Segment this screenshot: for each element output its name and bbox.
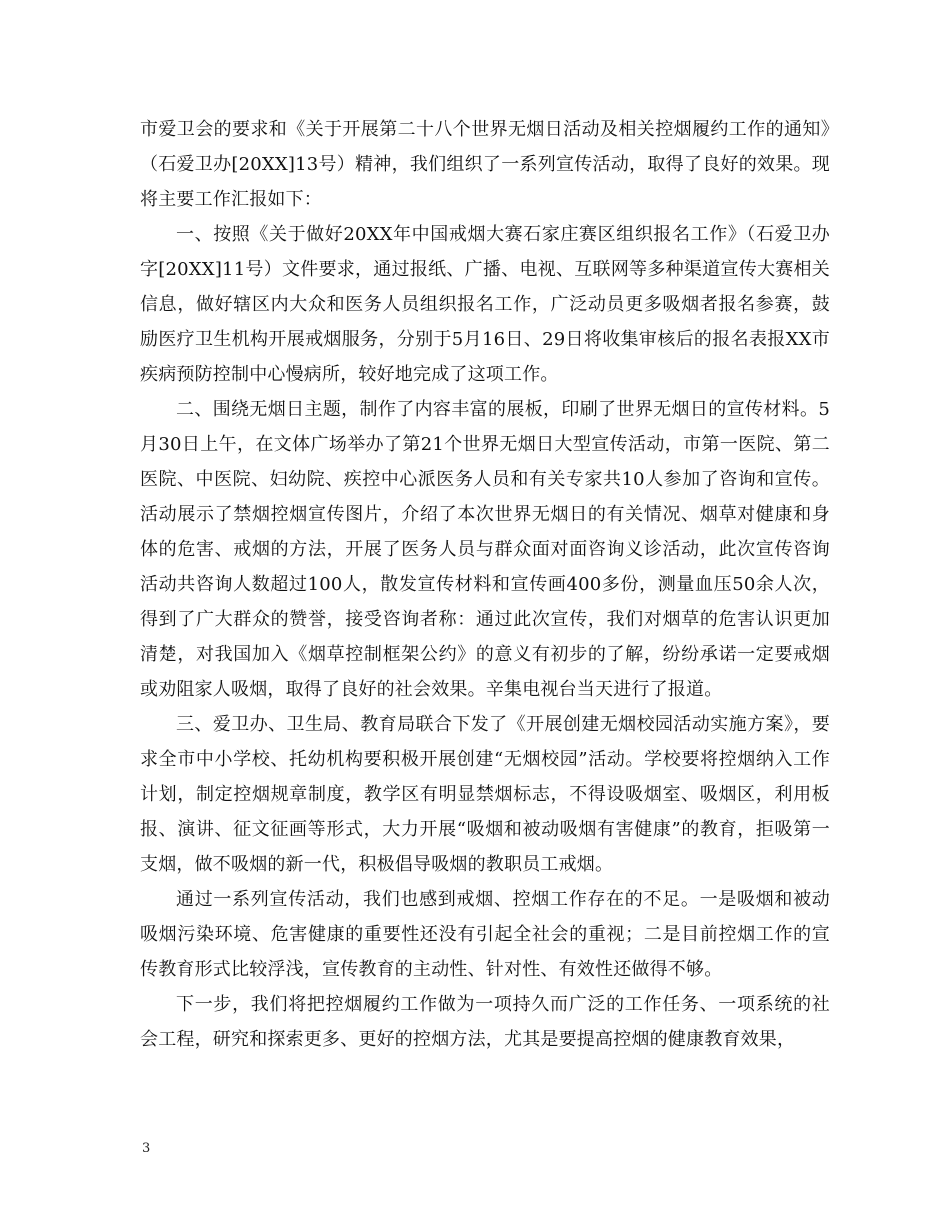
paragraph-section-two: 二、围绕无烟日主题，制作了内容丰富的展板，印刷了世界无烟日的宣传材料。5月30日上午，在文体广场举办了第21个世界无烟日大型宣传活动，市第一医院、第二医院、中医院、妇幼院、疾控中心派医务人员和有关专家共10人参加了咨询和宣传。活动展示了禁烟控烟宣传图片，介绍了本次世界无烟日的有关情况、烟草对健康和身体的危害、戒烟的方法，开展了医务人员与群众面对面咨询义诊活动，此次宣传咨询活动共咨询人数超过100人，散发宣传材料和宣传画400多份，测量血压50余人次，得到了广大群众的赞誉，接受咨询者称：通过此次宣传，我们对烟草的危害认识更加清楚，对我国加入《烟草控制框架公约》的意义有初步的了解，纷纷承诺一定要戒烟或劝阻家人吸烟，取得了良好的社会效果。辛集电视台当天进行了报道。 — [140, 399, 830, 700]
paragraph-intro-continued: 市爱卫会的要求和《关于开展第二十八个世界无烟日活动及相关控烟履约工作的通知》（石爱卫办[20XX]13号）精神，我们组织了一系列宣传活动，取得了良好的效果。现将主要工作汇报如下： — [140, 119, 830, 210]
paragraph-next-steps: 下一步，我们将把控烟履约工作做为一项持久而广泛的工作任务、一项系统的社会工程，研究和探索更多、更好的控烟方法，尤其是要提高控烟的健康教育效果， — [140, 994, 830, 1050]
paragraph-shortcomings: 通过一系列宣传活动，我们也感到戒烟、控烟工作存在的不足。一是吸烟和被动吸烟污染环境、危害健康的重要性还没有引起全社会的重视；二是目前控烟工作的宣传教育形式比较浮浅，宣传教育的主动性、针对性、有效性还做得不够。 — [140, 889, 830, 980]
document-body — [140, 112, 830, 1057]
paragraph-section-one: 一、按照《关于做好20XX年中国戒烟大赛石家庄赛区组织报名工作》（石爱卫办字[20XX]11号）文件要求，通过报纸、广播、电视、互联网等多种渠道宣传大赛相关信息，做好辖区内大众和医务人员组织报名工作，广泛动员更多吸烟者报名参赛，鼓励医疗卫生机构开展戒烟服务，分别于5月16日、29日将收集审核后的报名表报XX市疾病预防控制中心慢病所，较好地完成了这项工作。 — [140, 224, 830, 385]
page-number: 3 — [142, 1141, 151, 1156]
paragraph-section-three: 三、爱卫办、卫生局、教育局联合下发了《开展创建无烟校园活动实施方案》，要求全市中小学校、托幼机构要积极开展创建“无烟校园”活动。学校要将控烟纳入工作计划，制定控烟规章制度，教学区有明显禁烟标志，不得设吸烟室、吸烟区，利用板报、演讲、征文征画等形式，大力开展“吸烟和被动吸烟有害健康”的教育，拒吸第一支烟，做不吸烟的新一代，积极倡导吸烟的教职员工戒烟。 — [140, 714, 830, 875]
